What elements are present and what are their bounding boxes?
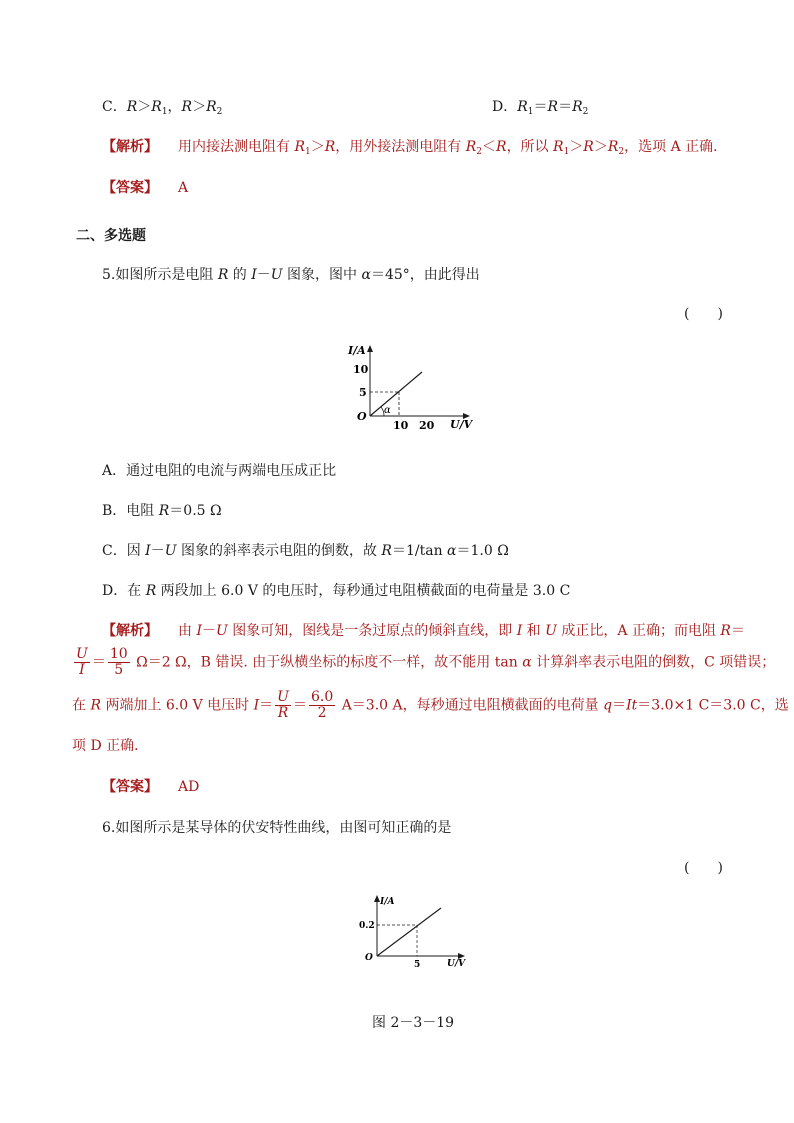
analysis-tag: 【解析】: [102, 139, 158, 155]
figure-caption: 图 2－3－19: [372, 1015, 455, 1031]
fraction-6-over-2: $\frac{6.0}{2}$: [310, 689, 334, 721]
section-title: 二、多选题: [76, 228, 146, 244]
data-line: [377, 908, 441, 956]
q6-stem: 6.如图所示是某导体的伏安特性曲线，由图可知正确的是: [102, 820, 452, 836]
x-tick-label: 20: [419, 419, 435, 432]
q5-answer: [102, 776, 199, 796]
q5-analysis-line3: 在 R 两端加上 6.0 V 电压时 I＝ $\frac{U}{R}$ ＝ $\frac{6.0}{2}$ A＝3.0 A，每秒通过电阻横截面的电荷量 q＝It＝3.0×1 C＝3.0 C，选: [72, 689, 789, 721]
q5-option-d: D．在 R 两段加上 6.0 V 的电压时，每秒通过电阻横截面的电荷量是 3.0 C: [102, 583, 571, 599]
q5-analysis-line4: 项 D 正确．: [72, 738, 149, 754]
fraction-u-over-r: $\frac{U}{R}$: [277, 689, 289, 721]
y-tick-label: 5: [359, 386, 367, 399]
y-tick-label: 10: [353, 363, 369, 376]
x-axis-label: U/V: [450, 418, 473, 431]
q5-option-a: A．通过电阻的电流与两端电压成正比: [102, 463, 337, 479]
q6-answer-paren: ( ): [684, 860, 723, 876]
q6-iu-graph: [355, 890, 475, 970]
q5-option-b: B．电阻 R＝0.5 Ω: [102, 503, 222, 519]
y-tick-label: 0.2: [359, 921, 375, 931]
q5-iu-graph: [340, 340, 480, 432]
fraction-u-over-i: $\frac{U}{I}$: [76, 646, 88, 678]
q4-analysis: 【解析】 用内接法测电阻有 $R_1>R$，用外接法测电阻有 $R_2<R$，所以 $R_1>R>R_2$，选项 A 正确．: [102, 139, 728, 157]
y-axis-label: I/A: [348, 344, 366, 357]
answer-tag: 【答案】: [102, 180, 158, 196]
q5-analysis-line2: $\frac{U}{I}$ ＝ $\frac{10}{5}$ Ω＝2 Ω，B 错误. 由于纵横坐标的标度不一样，故不能用 tan α 计算斜率表示电阻的倒数，C 项错误；: [76, 646, 776, 678]
origin-label: O: [365, 953, 373, 963]
q5-option-c: C．因 I－U 图象的斜率表示电阻的倒数，故 R＝1/tan α＝1.0 Ω: [102, 543, 509, 559]
q4-option-d: D．$R_1=R=R_2$: [492, 99, 589, 117]
x-tick-label: 10: [393, 419, 409, 432]
q4-option-c: C．$R>R_1$，$R>R_2$: [102, 99, 223, 117]
fraction-10-over-5: $\frac{10}{5}$: [109, 646, 128, 678]
q5-analysis-line1: 【解析】 由 I－U 图象可知，图线是一条过原点的倾斜直线，即 I 和 U 成正比，A 正确；而电阻 R＝: [102, 623, 745, 639]
data-line: [370, 372, 422, 416]
q4-answer: [102, 177, 188, 197]
answer-tag: 【答案】: [102, 779, 158, 795]
y-axis-label: I/A: [380, 897, 395, 907]
x-tick-label: 5: [414, 960, 421, 970]
x-axis-label: U/V: [447, 959, 466, 969]
origin-label: O: [357, 410, 367, 423]
q5-stem: 5.如图所示是电阻 R 的 I－U 图象，图中 α＝45°，由此得出: [102, 267, 480, 283]
angle-label: α: [384, 405, 391, 416]
answer-value: A: [178, 180, 189, 196]
answer-value: AD: [178, 779, 200, 795]
q5-answer-paren: ( ): [684, 306, 723, 322]
y-axis-arrow: [367, 345, 373, 352]
analysis-tag: 【解析】: [102, 623, 158, 639]
